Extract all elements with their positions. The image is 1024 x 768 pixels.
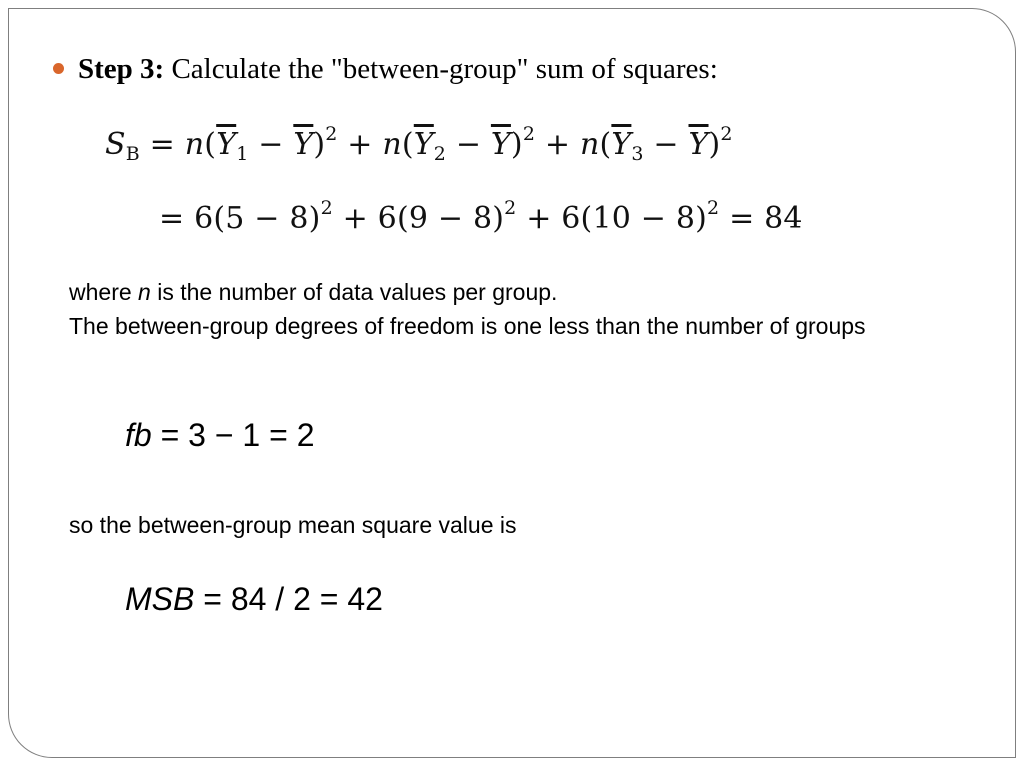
explanation-text (69, 275, 979, 343)
formula-minus: − (248, 127, 294, 162)
formula-exponent: 2 (720, 123, 733, 145)
formula-ybar: $\overline{Y}$ (611, 127, 632, 162)
formula-exponent: 2 (522, 123, 536, 145)
formula-paren: ( (599, 127, 612, 162)
formula-term-1: 6(5 − 8) (194, 201, 321, 236)
formula-minus: − (643, 127, 689, 162)
formula-paren: ) (313, 127, 326, 162)
slide-frame (8, 8, 1016, 758)
formula-ybar: $\overline{Y}$ (216, 127, 237, 162)
formula-minus: − (446, 127, 491, 162)
formula-symbol-s: S (105, 127, 126, 162)
formula-ybar: $\overline{Y}$ (293, 127, 314, 162)
formula-paren: ) (510, 127, 523, 162)
formula-line-2 (159, 197, 803, 236)
formula-equals: = (139, 127, 185, 162)
msb-variable: MSB (125, 581, 195, 617)
msb-intro-text: so the between-group mean square value is (69, 512, 517, 538)
formula-n: n (184, 127, 205, 162)
fb-equation (125, 417, 314, 454)
where-text: where (69, 279, 139, 305)
fb-expression: = 3 − 1 = 2 (151, 417, 315, 453)
formula-line-1 (105, 123, 733, 165)
formula-ybar: $\overline{Y}$ (688, 127, 709, 162)
formula-index: 2 (433, 143, 447, 165)
msb-equation (125, 581, 383, 618)
formula-paren: ) (708, 127, 721, 162)
formula-index: 3 (631, 143, 644, 165)
formula-exponent: 2 (707, 197, 720, 219)
where-text-rest: is the number of data values per group. (150, 279, 558, 305)
dof-sentence: The between-group degrees of freedom is one less than the number of groups (69, 313, 866, 339)
step-label: Step 3: (78, 53, 165, 85)
bullet-icon (53, 63, 64, 74)
fb-variable: fb (125, 417, 152, 453)
step-heading (53, 53, 718, 86)
formula-exponent: 2 (504, 197, 517, 219)
formula-paren: ( (401, 127, 414, 162)
formula-ybar: $\overline{Y}$ (490, 127, 511, 162)
formula-index: 1 (236, 143, 249, 165)
formula-exponent: 2 (325, 123, 338, 145)
formula-equals: = (159, 201, 195, 236)
formula-plus: + (535, 127, 580, 162)
formula-exponent: 2 (320, 197, 333, 219)
where-variable-n: n (138, 279, 151, 305)
formula-ybar: $\overline{Y}$ (413, 127, 434, 162)
formula-term-2: 6(9 − 8) (377, 201, 505, 236)
formula-plus: + (516, 201, 562, 236)
formula-n: n (579, 127, 600, 162)
formula-n: n (382, 127, 402, 162)
formula-result: = 84 (719, 201, 803, 236)
step-title: Calculate the "between-group" sum of squares: (171, 53, 718, 85)
formula-subscript-b: B (125, 143, 140, 165)
formula-plus: + (332, 201, 378, 236)
formula-plus: + (337, 127, 383, 162)
formula-term-3: 6(10 − 8) (561, 201, 708, 236)
msb-expression: = 84 / 2 = 42 (194, 581, 383, 617)
formula-paren: ( (204, 127, 217, 162)
